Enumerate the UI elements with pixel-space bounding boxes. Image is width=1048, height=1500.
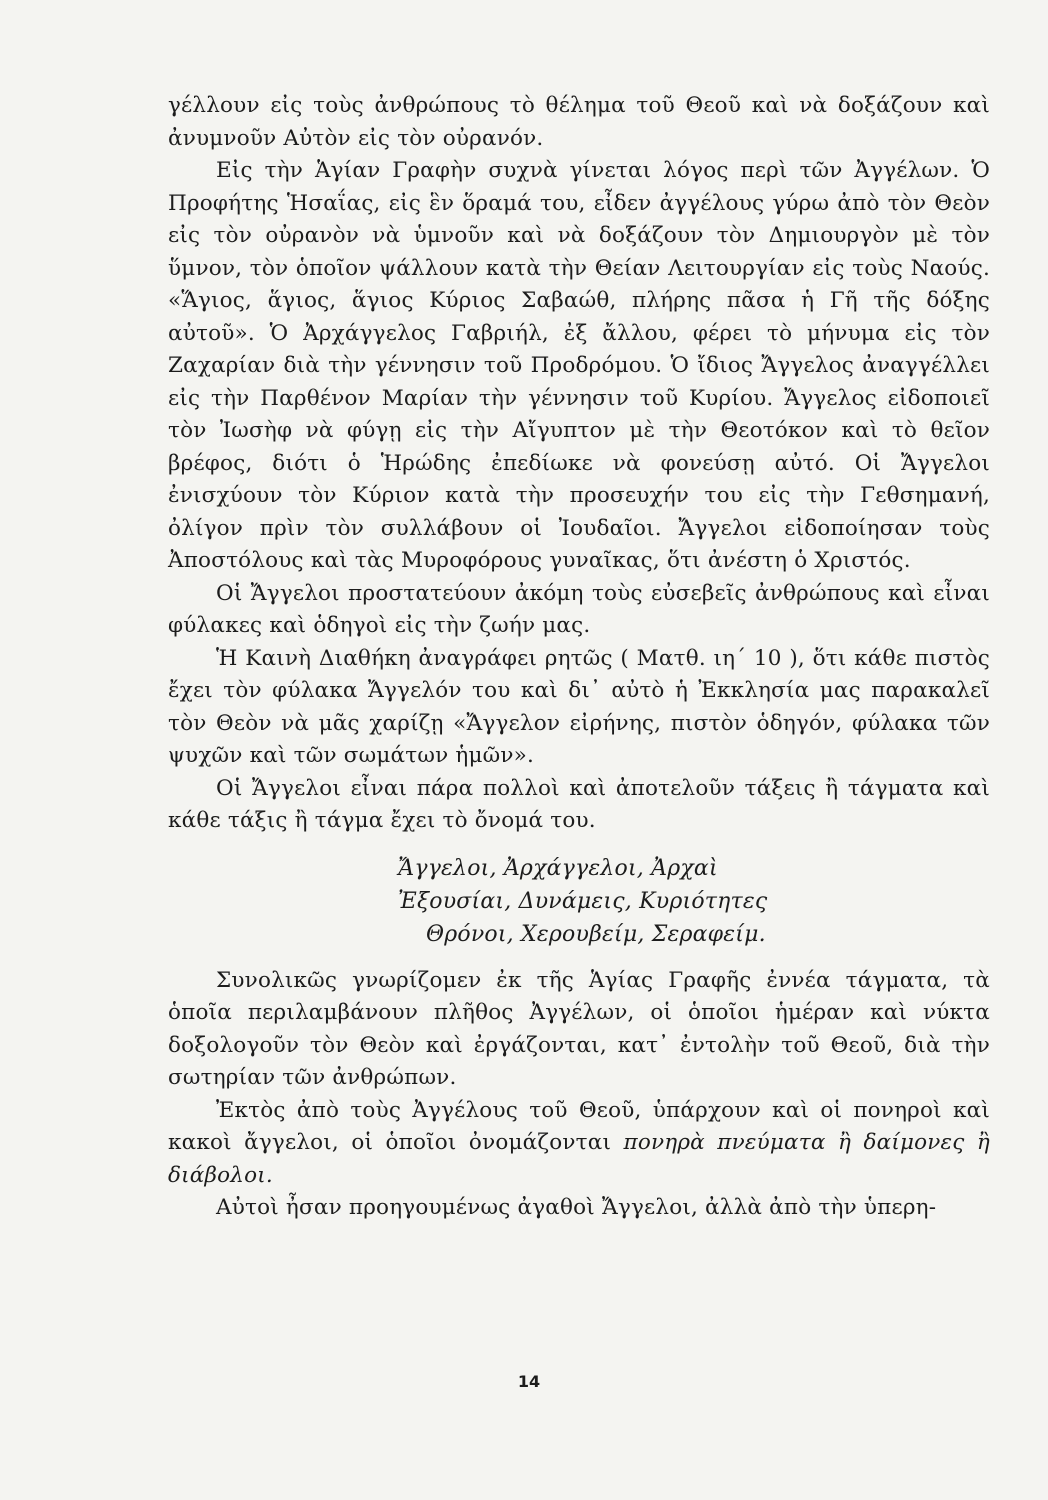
body-text [168, 90, 990, 1225]
page-number: 14 [517, 1372, 541, 1391]
verse-line-1: Ἄγγελοι, Ἀρχάγγελοι, Ἀρχαὶ [398, 855, 718, 881]
angel-orders-verse [168, 852, 990, 951]
paragraph-3: Οἱ Ἄγγελοι προστατεύουν ἀκόμη τοὺς εὐσεβεῖς ἀνθρώπους καὶ εἶναι φύλακες καὶ ὁδηγοὶ εἰς τὴν ζωήν μας. [168, 580, 990, 638]
paragraph-8: Αὐτοὶ ἦσαν προηγουμένως ἀγαθοὶ Ἄγγελοι, ἀλλὰ ἀπὸ τὴν ὑπερη- [216, 1195, 937, 1220]
paragraph-4: Ἡ Καινὴ Διαθήκη ἀναγράφει ρητῶς ( Ματθ. ιη΄ 10 ), ὅτι κάθε πιστὸς ἔχει τὸν φύλακα Ἄγγελόν του καὶ δι᾽ αὐτὸ ἡ Ἐκκλησία μας παρακαλεῖ τὸν Θεὸν νὰ μᾶς χαρίζῃ «Ἄγγελον εἰρήνης, πιστὸν ὁδηγόν, φύλακα τῶν ψυχῶν καὶ τῶν σωμάτων ἡμῶν». [168, 645, 990, 768]
paragraph-6: Συνολικῶς γνωρίζομεν ἐκ τῆς Ἁγίας Γραφῆς ἐννέα τάγματα, τὰ ὁποῖα περιλαμβάνουν πλῆθος Ἀγγέλων, οἱ ὁποῖοι ἡμέραν καὶ νύκτα δοξολογοῦν τὸν Θεὸν καὶ ἐργάζονται, κατ᾽ ἐντολὴν τοῦ Θεοῦ, διὰ τὴν σωτηρίαν τῶν ἀνθρώπων. [168, 967, 990, 1090]
paragraph-5: Οἱ Ἄγγελοι εἶναι πάρα πολλοὶ καὶ ἀποτελοῦν τάξεις ἢ τάγματα καὶ κάθε τάξις ἢ τάγμα ἔχει τὸ ὄνομά του. [168, 775, 990, 833]
paragraph-1: γέλλουν εἰς τοὺς ἀνθρώπους τὸ θέλημα τοῦ Θεοῦ καὶ νὰ δοξάζουν καὶ ἀνυμνοῦν Αὐτὸν εἰς τὸν οὐρανόν. [168, 93, 990, 151]
paragraph-7-italic: πονηρὰ πνεύματα ἢ δαίμονες ἢ διάβολοι. [168, 1130, 990, 1188]
paragraph-7-text: Ἐκτὸς ἀπὸ τοὺς Ἀγγέλους τοῦ Θεοῦ, ὑπάρχουν καὶ οἱ πονηροὶ καὶ κακοὶ ἄγγελοι, οἱ ὁποῖοι ὀνομάζονται [168, 1097, 990, 1155]
paragraph-7 [168, 1095, 990, 1193]
verse-line-2: Ἐξουσίαι, Δυνάμεις, Κυριότητες [398, 888, 768, 914]
verse-line-3: Θρόνοι, Χερουβείμ, Σεραφείμ. [426, 921, 766, 947]
paragraph-2: Εἰς τὴν Ἁγίαν Γραφὴν συχνὰ γίνεται λόγος περὶ τῶν Ἀγγέλων. Ὁ Προφήτης Ἡσαΐας, εἰς ἓν ὅραμά του, εἶδεν ἀγγέλους γύρω ἀπὸ τὸν Θεὸν εἰς τὸν οὐρανὸν νὰ ὑμνοῦν καὶ νὰ δοξάζουν τὸν Δημιουργὸν μὲ τὸν ὕμνον, τὸν ὁποῖον ψάλλουν κατὰ τὴν Θείαν Λειτουργίαν εἰς τοὺς Ναούς. «Ἅγιος, ἅγιος, ἅγιος Κύριος Σαβαώθ, πλήρης πᾶσα ἡ Γῆ τῆς δόξης αὐτοῦ». Ὁ Ἀρχάγγελος Γαβριήλ, ἐξ ἄλλου, φέρει τὸ μήνυμα εἰς τὸν Ζαχαρίαν διὰ τὴν γέννησιν τοῦ Προδρόμου. Ὁ ἴδιος Ἄγγελος ἀναγγέλλει εἰς τὴν Παρθένον Μαρίαν τὴν γέννησιν τοῦ Κυρίου. Ἄγγελος εἰδοποιεῖ τὸν Ἰωσὴφ νὰ φύγῃ εἰς τὴν Αἴγυπτον μὲ τὴν Θεοτόκον καὶ τὸ θεῖον βρέφος, διότι ὁ Ἡρώδης ἐπεδίωκε νὰ φονεύσῃ αὐτό. Οἱ Ἄγγελοι ἐνισχύουν τὸν Κύριον κατὰ τὴν προσευχήν του εἰς τὴν Γεθσημανή, ὀλίγον πρὶν τὸν συλλάβουν οἱ Ἰουδαῖοι. Ἄγγελοι εἰδοποίησαν τοὺς Ἀποστόλους καὶ τὰς Μυροφόρους γυναῖκας, ὅτι ἀνέστη ὁ Χριστός. [168, 158, 990, 573]
